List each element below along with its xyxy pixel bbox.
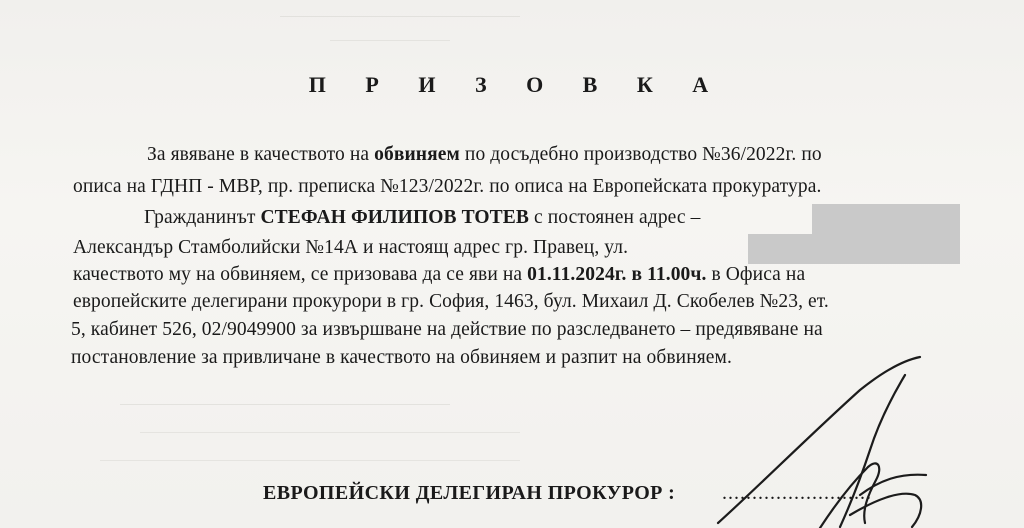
paragraph-2-line-2: Александър Стамболийски №14А и настоящ адрес гр. Правец, ул. bbox=[73, 237, 629, 258]
bleed-through-mark bbox=[100, 448, 520, 461]
paragraph-1-line-1 bbox=[147, 143, 822, 167]
document-title: П Р И З О В К А bbox=[308, 72, 726, 97]
bleed-through-mark bbox=[120, 392, 450, 405]
text-segment: по досъдебно производство №36/2022г. по bbox=[459, 144, 822, 165]
bleed-through-mark bbox=[330, 30, 450, 41]
paragraph-2-line-1 bbox=[144, 206, 701, 230]
paragraph-2-line-6: постановление за привличане в качеството на обвиняем и разпит на обвиняем. bbox=[71, 347, 732, 368]
text-segment: в Офиса на bbox=[706, 264, 806, 285]
paragraph-1-line-2: описа на ГДНП - МВР, пр. преписка №123/2022г. по описа на Европейската прокуратура. bbox=[73, 176, 822, 197]
bleed-through-mark bbox=[140, 420, 520, 433]
text-segment: качеството му на обвиняем, се призовава да се яви на bbox=[73, 264, 528, 285]
text-segment: Гражданинът bbox=[144, 207, 261, 228]
appointment-datetime: 01.11.2024г. в 11.00ч. bbox=[527, 264, 707, 285]
paragraph-2-line-5: 5, кабинет 526, 02/9049900 за извършване на действие по разследването – предявяване на bbox=[71, 319, 823, 340]
handwritten-signature bbox=[700, 355, 1024, 528]
redacted-current-address bbox=[748, 234, 960, 264]
citizen-name: СТЕФАН ФИЛИПОВ ТОТЕВ bbox=[260, 207, 530, 228]
signature-line: ......................... bbox=[722, 482, 872, 504]
paragraph-2-line-4: европейските делегирани прокурори в гр. София, 1463, бул. Михаил Д. Скобелев №23, ет. bbox=[73, 291, 829, 312]
accused-emphasis: обвиняем bbox=[374, 144, 460, 165]
bleed-through-mark bbox=[280, 6, 520, 17]
redacted-address bbox=[812, 204, 960, 234]
text-segment: с постоянен адрес – bbox=[529, 207, 701, 228]
signature-label: ЕВРОПЕЙСКИ ДЕЛЕГИРАН ПРОКУРОР : bbox=[263, 482, 676, 504]
paragraph-2-line-3 bbox=[73, 263, 805, 287]
text-segment: За явяване в качеството на bbox=[147, 144, 375, 165]
